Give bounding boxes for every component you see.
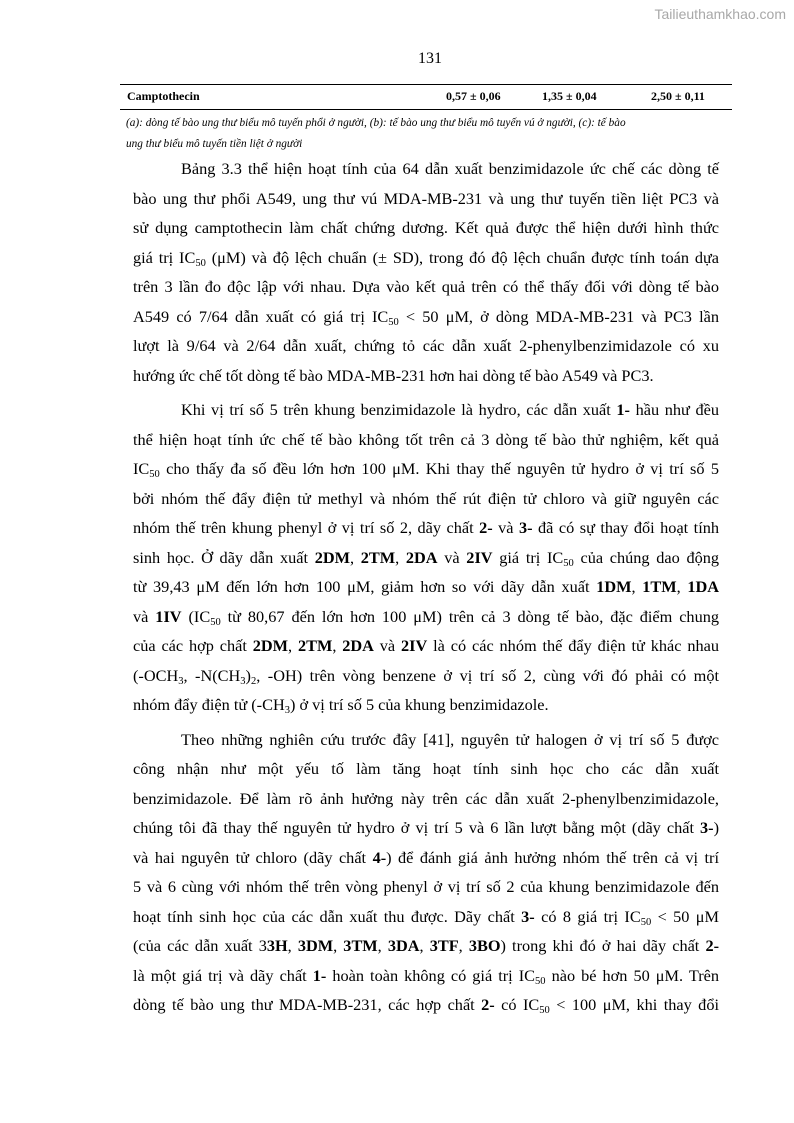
text-line: benzimidazole. Để làm rõ ảnh hưởng này trên các dẫn xuất 2-phenylbenzimidazole, [133,788,719,808]
text-line: sinh học. Ở dãy dẫn xuất 2DM, 2TM, 2DA và 2IV giá trị $IC_{50}$ của chúng dao động [133,547,720,569]
text-line: hoạt tính sinh học của các dẫn xuất thu được. Dãy chất 3- có 8 giá trị $IC_{50} < 50$ μM [133,906,719,928]
text-line: Theo những nghiên cứu trước đây [41], nguyên tử halogen ở vị trí số 5 được [181,729,719,749]
text-line: bào ung thư phổi A549, ung thư vú MDA-MB-231 và ung thư tuyến tiền liệt PC3 và [133,188,719,208]
table-cell-compound: Camptothecin [127,89,200,103]
text-line: Khi vị trí số 5 trên khung benzimidazole là hydro, các dẫn xuất 1- hầu như đều [181,400,719,419]
text-line: giá trị $IC_{50}$ (μM) và độ lệch chuẩn (± SD), trong đó độ lệch chuẩn được tính toán dựa [133,247,720,269]
table-cell-pc3: 2,50 ± 0,11 [651,89,705,103]
footnote-line: ung thư biểu mô tuyến tiền liệt ở người [126,138,303,150]
paragraph [133,725,719,1020]
text-line: dòng tế bào ung thư MDA-MB-231, các hợp chất 2- có $IC_{50} < 100$ μM, khi thay đổi [133,995,719,1016]
body-text [133,154,719,1020]
text-line: ($-OCH_3$, $-N(CH_3)_2$, -OH) trên vòng benzene ở vị trí số 2, cùng với đó phải có một [133,665,720,687]
paragraph [133,395,719,720]
text-line: sử dụng camptothecin làm chất chứng dương. Kết quả được thể hiện dưới hình thức [133,218,719,237]
text-line: là một giá trị và dãy chất 1- hoàn toàn không có giá trị $IC_{50}$ nào bé hơn 50 μM. Trên [133,965,719,987]
paragraph [133,154,719,390]
text-line: của các hợp chất 2DM, 2TM, 2DA và 2IV là có các nhóm thế đẩy điện tử khác nhau [133,636,719,655]
table-cell-a549: 0,57 ± 0,06 [446,89,501,103]
text-line: hướng ức chế tốt dòng tế bào MDA-MB-231 hơn hai dòng tế bào A549 và PC3. [133,365,654,385]
footnote-line: (a): dòng tế bào ung thư biểu mô tuyến phổi ở người, (b): tế bào ung thư biểu mô tuyến vú ở người, (c): tế bào [126,117,626,129]
text-line: Bảng 3.3 thể hiện hoạt tính của 64 dẫn xuất benzimidazole ức chế các dòng tế [181,159,719,178]
page-number: 131 [418,50,442,67]
text-line: thể hiện hoạt tính ức chế tế bào không tốt trên cả 3 dòng tế bào thử nghiệm, kết quả [133,429,719,449]
watermark: Tailieuthamkhao.com [654,6,786,22]
text-line: công nhận như một yếu tố làm tăng hoạt tính sinh học cho các dẫn xuất [133,759,719,778]
table-row-camptothecin [120,84,732,110]
text-line: trên 3 lần đo độc lập với nhau. Dựa vào kết quả trên có thể thấy đối với dòng tế bào [133,277,719,296]
text-line: $IC_{50}$ cho thấy đa số đều lớn hơn 100 μM. Khi thay thế nguyên tử hydro ở vị trí số 5 [133,459,719,480]
text-line: từ 39,43 μM đến lớn hơn 100 μM, giảm hơn so với dãy dẫn xuất 1DM, 1TM, 1DA [133,577,720,596]
text-line: nhóm thế trên khung phenyl ở vị trí số 2, dãy chất 2- và 3- đã có sự thay đổi hoạt tính [133,518,719,537]
text-line: bởi nhóm thế đẩy điện tử methyl và nhóm thế rút điện tử chloro và giữ nguyên các [133,488,719,508]
text-line: và hai nguyên tử chloro (dãy chất 4-) để đánh giá ảnh hưởng nhóm thế trên cả vị trí [133,847,719,867]
table-cell-mda: 1,35 ± 0,04 [542,89,597,103]
text-line: chúng tôi đã thay thế nguyên tử hydro ở vị trí 5 và 6 lần lượt bằng một (dãy chất 3-) [133,818,719,837]
table-footnote [126,113,726,155]
text-line: lượt là 9/64 và 2/64 dẫn xuất, chứng tỏ các dẫn xuất 2-phenylbenzimidazole có xu [133,336,719,355]
text-line: 5 và 6 cùng với nhóm thế trên vòng phenyl ở vị trí số 2 của khung benzimidazole đến [133,877,719,896]
text-line: A549 có 7/64 dẫn xuất có giá trị $IC_{50} < 50$ μM, ở dòng MDA-MB-231 và PC3 lần [133,306,719,328]
text-line: (của các dẫn xuất 33H, 3DM, 3TM, 3DA, 3TF, 3BO) trong khi đó ở hai dãy chất 2- [133,936,720,955]
text-line: nhóm đẩy điện tử $(-CH_3)$ ở vị trí số 5 của khung benzimidazole. [133,695,549,716]
text-line: và 1IV ($IC_{50}$ từ 80,67 đến lớn hơn 100 μM) trên cả 3 dòng tế bào, đặc điểm chung [133,606,719,628]
